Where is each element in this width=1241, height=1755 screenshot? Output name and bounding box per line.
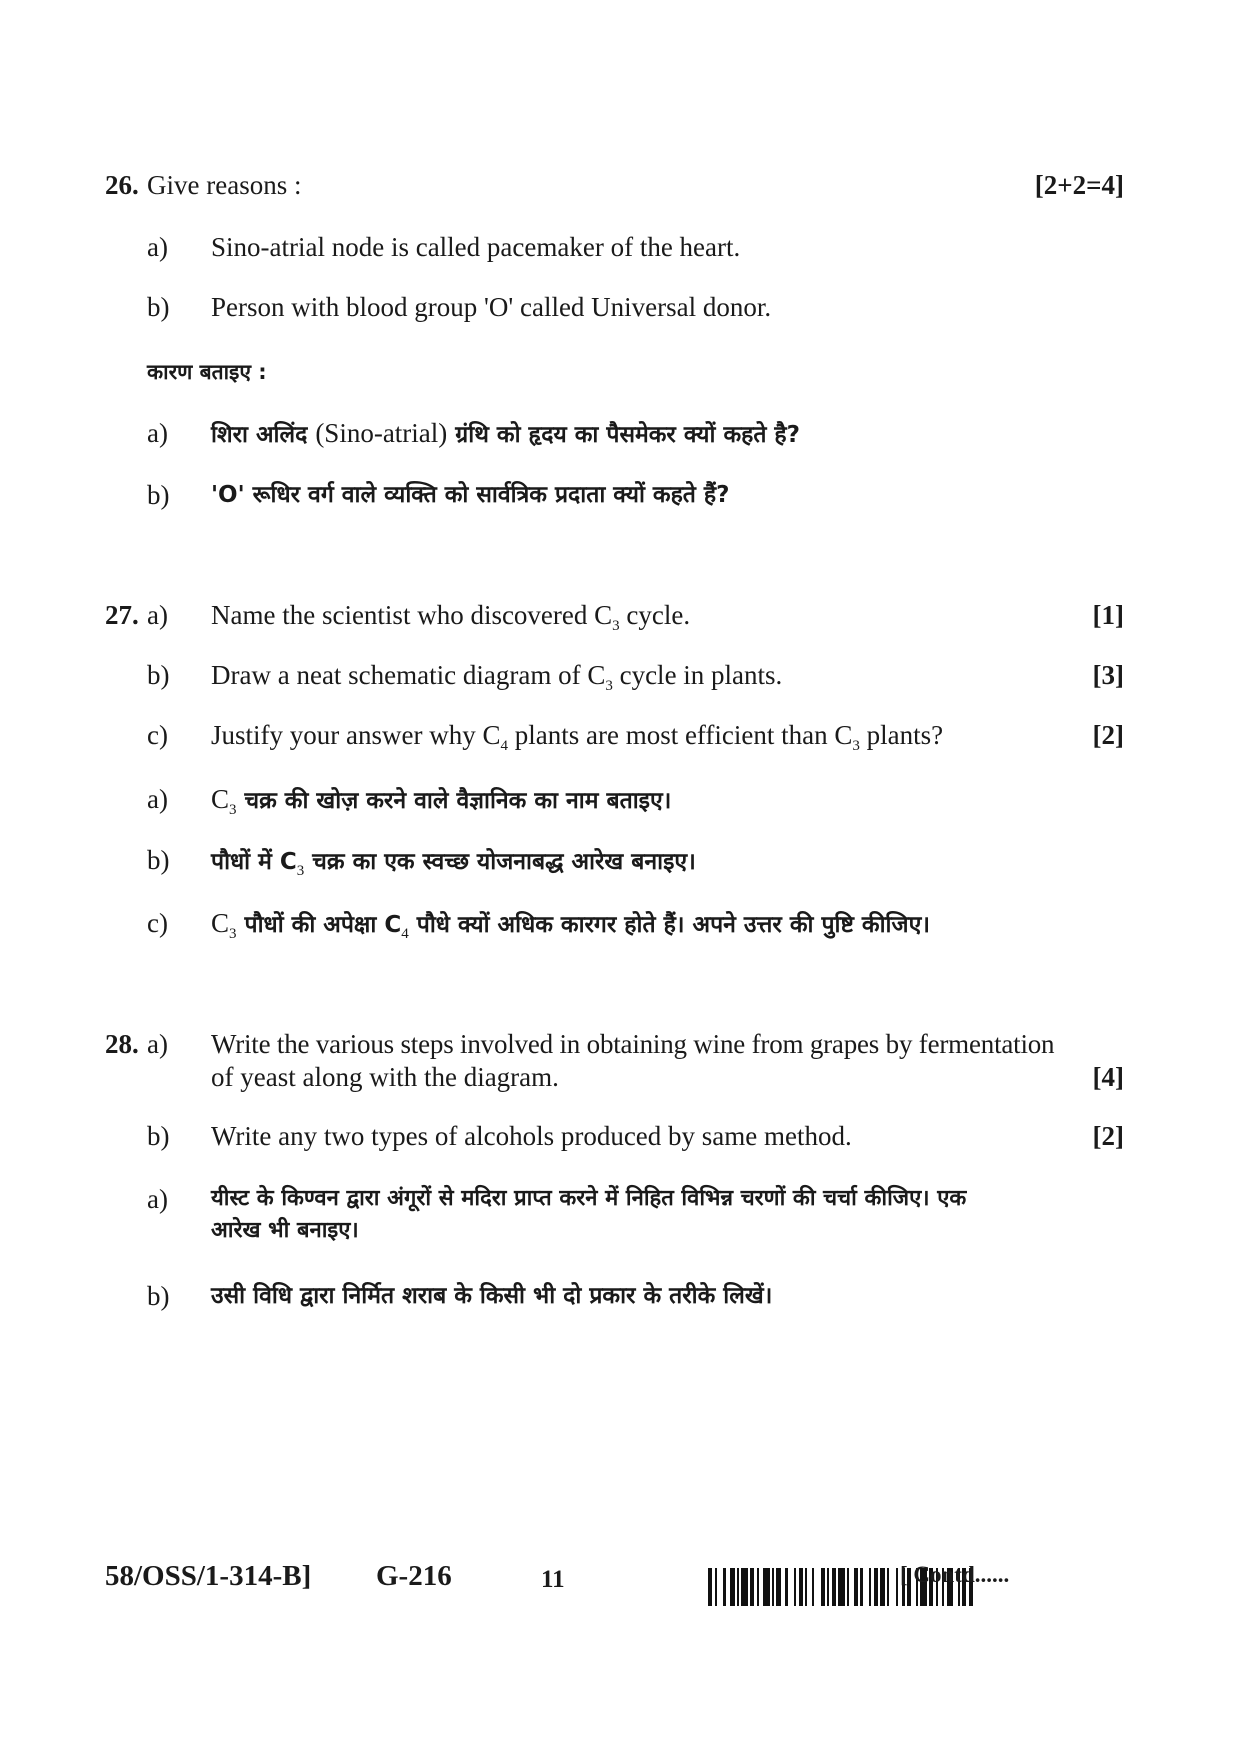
marks: [4] xyxy=(1092,1062,1124,1092)
barcode-bar xyxy=(863,1568,870,1606)
item-label: a) xyxy=(147,232,168,262)
item-text: Write the various steps involved in obtaining wine from grapes by fermentation xyxy=(211,1029,1055,1059)
item-label: b) xyxy=(147,660,170,690)
item-text: Name the scientist who discovered $C_3$ cycle. xyxy=(211,600,691,634)
hindi-item-text: शिरा अलिंद (Sino-atrial) ग्रंथि को हृदय का पैसमेकर क्यों कहते है? xyxy=(211,418,800,448)
hindi-item-text: पौधों में $C_3$ चक्र का एक स्वच्छ योजनाबद्ध आरेख बनाइए। xyxy=(211,849,696,879)
item-text: Draw a neat schematic diagram of $C_3$ cycle in plants. xyxy=(211,660,783,694)
item-label: b) xyxy=(147,292,170,322)
barcode-bar xyxy=(838,1568,845,1606)
hindi-item-text: 'O' रूधिर वर्ग वाले व्यक्ति को सार्वत्रिक प्रदाता क्यों कहते हैं? xyxy=(211,482,730,508)
barcode-bar xyxy=(814,1568,821,1606)
marks: [2+2=4] xyxy=(1034,170,1124,200)
item-text: Sino-atrial node is called pacemaker of the heart. xyxy=(211,232,741,262)
item-label: a) xyxy=(147,1184,168,1214)
hindi-item-text-continued: आरेख भी बनाइए। xyxy=(211,1218,359,1243)
item-label: c) xyxy=(147,908,168,938)
item-label: b) xyxy=(147,845,170,875)
page-number: 11 xyxy=(541,1566,565,1593)
question-number: 28. xyxy=(105,1029,139,1059)
barcode-bar xyxy=(741,1568,748,1606)
marks: [1] xyxy=(1092,600,1124,630)
item-label: a) xyxy=(147,418,168,448)
item-label: c) xyxy=(147,720,168,750)
barcode-bar xyxy=(717,1568,724,1606)
item-label: a) xyxy=(147,600,168,630)
barcode-bar xyxy=(763,1568,770,1606)
hindi-item-text: $C_3$ चक्र की खोज़ करने वाले वैज्ञानिक का नाम बताइए। xyxy=(211,784,672,818)
item-text: Person with blood group 'O' called Universal donor. xyxy=(211,292,772,322)
item-text: Write any two types of alcohols produced by same method. xyxy=(211,1121,852,1151)
series-code: G-216 xyxy=(376,1560,452,1592)
barcode-bar xyxy=(788,1568,795,1606)
question-number: 26. xyxy=(105,170,139,200)
hindi-item-text: उसी विधि द्वारा निर्मित शराब के किसी भी दो प्रकार के तरीके लिखें। xyxy=(211,1283,773,1309)
item-label: a) xyxy=(147,784,168,814)
hindi-item-text: $C_3$ पौधों की अपेक्षा $C_4$ पौधे क्यों अधिक कारगर होते हैं। अपने उत्तर की पुष्टि कीजिए। xyxy=(211,908,931,942)
question-number: 27. xyxy=(105,600,139,630)
marks: [2] xyxy=(1092,1121,1124,1151)
item-label: b) xyxy=(147,1121,170,1151)
item-text-continued: of yeast along with the diagram. xyxy=(211,1062,559,1092)
item-text: Justify your answer why $C_4$ plants are most efficient than $C_3$ plants? xyxy=(211,720,944,754)
item-label: b) xyxy=(147,1281,170,1311)
paper-code: 58/OSS/1-314-B] xyxy=(105,1560,312,1592)
marks: [3] xyxy=(1092,660,1124,690)
item-label: b) xyxy=(147,480,170,510)
continued-note: [ Contd...... xyxy=(900,1562,1010,1587)
barcode-bar xyxy=(889,1568,896,1606)
marks: [2] xyxy=(1092,720,1124,750)
item-label: a) xyxy=(147,1029,168,1059)
hindi-stem: कारण बताइए : xyxy=(147,360,267,384)
question-stem: Give reasons : xyxy=(147,170,302,200)
hindi-item-text: यीस्ट के किण्वन द्वारा अंगूरों से मदिरा प्राप्त करने में निहित विभिन्न चरणों की चर्चा कीजिए। एक xyxy=(211,1186,967,1211)
